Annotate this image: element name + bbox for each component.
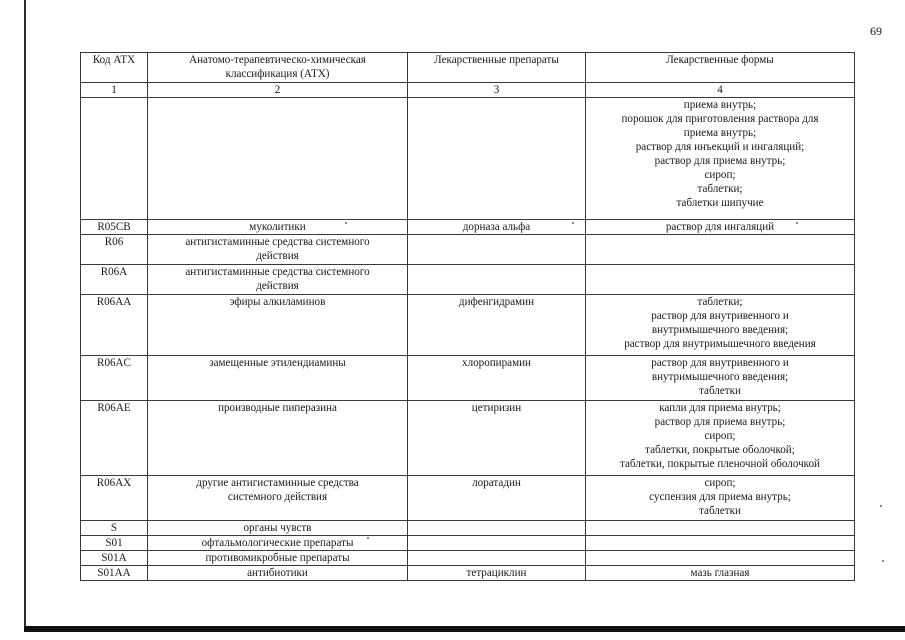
column-number-cell: 1 (81, 83, 148, 98)
drug-cell (408, 551, 586, 566)
form-cell (586, 521, 855, 536)
atc-code-cell: R06AX (81, 476, 148, 521)
form-cell: таблетки; раствор для внутривенного и внутримышечного введения; раствор для внутримышечного введения (586, 295, 855, 356)
scan-speck (796, 222, 798, 224)
atc-code-cell: S (81, 521, 148, 536)
column-number-row (81, 83, 855, 98)
table-row (81, 235, 855, 265)
form-cell (586, 235, 855, 265)
header-cell: Код АТХ (81, 53, 148, 83)
atc-code-cell: R06A (81, 265, 148, 295)
scan-speck (367, 537, 369, 539)
form-cell: мазь глазная (586, 566, 855, 581)
classification-cell: производные пиперазина (148, 401, 408, 476)
scan-speck (880, 505, 882, 507)
atc-code-cell: S01AA (81, 566, 148, 581)
classification-cell: замещенные этилендиамины (148, 356, 408, 401)
classification-cell: антигистаминные средства системного действия (148, 235, 408, 265)
table-row (81, 265, 855, 295)
atc-code-cell: R06 (81, 235, 148, 265)
table-row (81, 566, 855, 581)
header-cell: Анатомо-терапевтическо-химическая классификация (АТХ) (148, 53, 408, 83)
scan-speck (345, 222, 347, 224)
scan-speck (882, 560, 884, 562)
form-cell: капли для приема внутрь; раствор для приема внутрь; сироп; таблетки, покрытые оболочкой; таблетки, покрытые пленочной оболочкой (586, 401, 855, 476)
column-number-cell: 3 (408, 83, 586, 98)
classification-cell: офтальмологические препараты (148, 536, 408, 551)
page-left-edge (24, 0, 26, 628)
form-cell (586, 536, 855, 551)
form-cell (586, 265, 855, 295)
drug-cell: лоратадин (408, 476, 586, 521)
atc-code-cell: R06AA (81, 295, 148, 356)
atc-table (80, 52, 855, 581)
table-row (81, 551, 855, 566)
table-row (81, 521, 855, 536)
table-row (81, 98, 855, 220)
table-row (81, 476, 855, 521)
drug-cell (408, 536, 586, 551)
table-row (81, 220, 855, 235)
atc-code-cell: S01 (81, 536, 148, 551)
drug-cell (408, 521, 586, 536)
drug-cell (408, 235, 586, 265)
classification-cell: органы чувств (148, 521, 408, 536)
form-cell: раствор для ингаляций (586, 220, 855, 235)
drug-cell: дифенгидрамин (408, 295, 586, 356)
drug-cell: тетрациклин (408, 566, 586, 581)
form-cell: раствор для внутривенного и внутримышечного введения; таблетки (586, 356, 855, 401)
classification-cell: муколитики (148, 220, 408, 235)
drug-cell: цетиризин (408, 401, 586, 476)
drug-cell: дорназа альфа (408, 220, 586, 235)
atc-code-cell: R06AC (81, 356, 148, 401)
header-cell: Лекарственные препараты (408, 53, 586, 83)
table-row (81, 536, 855, 551)
atc-code-cell: R05CB (81, 220, 148, 235)
atc-code-cell (81, 98, 148, 220)
classification-cell (148, 98, 408, 220)
form-cell (586, 551, 855, 566)
page-bottom-edge (24, 626, 905, 632)
classification-cell: антибиотики (148, 566, 408, 581)
atc-code-cell: R06AE (81, 401, 148, 476)
table-row (81, 356, 855, 401)
classification-cell: эфиры алкиламинов (148, 295, 408, 356)
table-row (81, 295, 855, 356)
column-number-cell: 4 (586, 83, 855, 98)
form-cell: сироп; суспензия для приема внутрь; таблетки (586, 476, 855, 521)
drug-cell: хлоропирамин (408, 356, 586, 401)
table-header-row (81, 53, 855, 83)
column-number-cell: 2 (148, 83, 408, 98)
classification-cell: антигистаминные средства системного действия (148, 265, 408, 295)
atc-code-cell: S01A (81, 551, 148, 566)
header-cell: Лекарственные формы (586, 53, 855, 83)
drug-cell (408, 98, 586, 220)
scan-speck (572, 222, 574, 224)
page-number: 69 (870, 24, 882, 38)
drug-cell (408, 265, 586, 295)
classification-cell: другие антигистаминные средства системного действия (148, 476, 408, 521)
form-cell: приема внутрь; порошок для приготовления раствора для приема внутрь; раствор для инъекций и ингаляций; раствор для приема внутрь; сироп; таблетки; таблетки шипучие (586, 98, 855, 220)
table-body (81, 98, 855, 581)
table-row (81, 401, 855, 476)
classification-cell: противомикробные препараты (148, 551, 408, 566)
